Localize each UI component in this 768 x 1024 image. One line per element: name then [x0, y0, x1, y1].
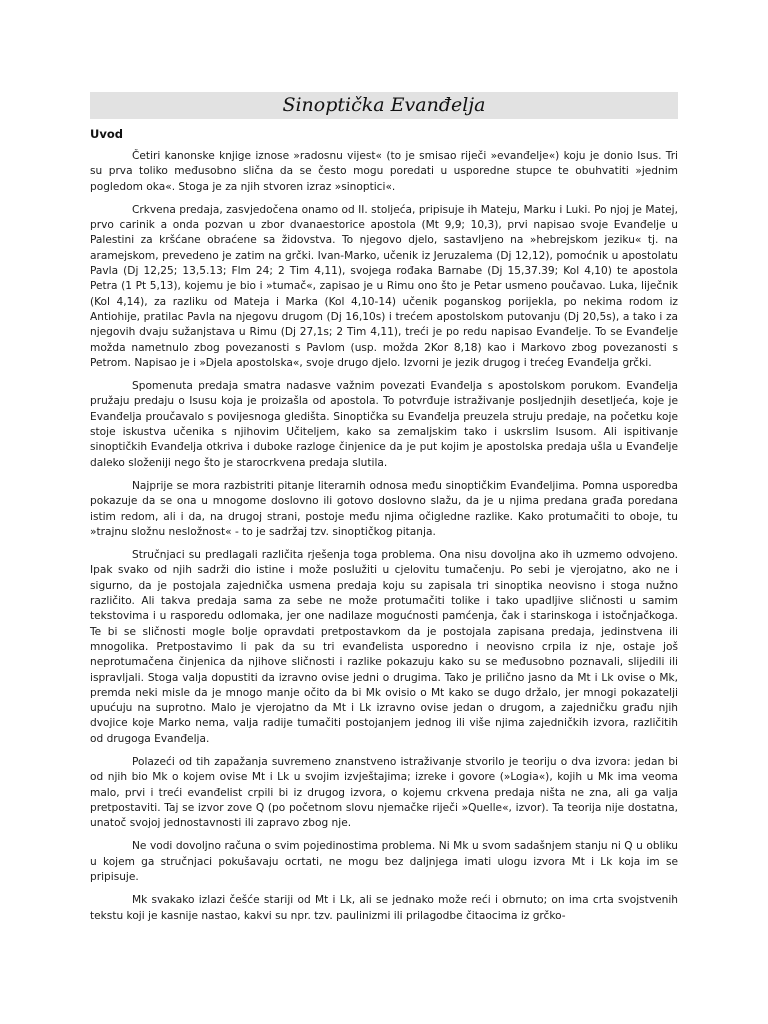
paragraph: Crkvena predaja, zasvjedočena onamo od II. stoljeća, pripisuje ih Mateju, Marku i Luki. Po njoj je Matej, prvo carinik a onda pozvan u zbor dvanaestorice apostola (Mt 9,9; 10,3), prvi napisao svoje Evanđelje u Palestini za kršćane obraćene sa židovstva. To njegovo djelo, sastavljeno na »hebrejskom jeziku« tj. na aramejskom, prevedeno je zatim na grčki. Ivan-Marko, učenik iz Jeruzalema (Dj 12,12), pomoćnik u apostolatu Pavla (Dj 12,25; 13,5.13; Flm 24; 2 Tim 4,11), svojega rođaka Barnabe (Dj 15,37.39; Kol 4,10) te apostola Petra (1 Pt 5,13), kojemu je bio i »tumač«, zapisao je u Rimu ono što je Petar usmeno poučavao. Luka, liječnik (Kol 4,14), za razliku od Mateja i Marka (Kol 4,10-14) učenik poganskog porijekla, po nekima rodom iz Antiohije, pratilac Pavla na njegovu drugom (Dj 16,10s) i trećem apostolskom putovanju (Dj 20,5s), a tako i za njegovih dvaju sužanjstava u Rimu (Dj 27,1s; 2 Tim 4,11), treći je po redu napisao Evanđelje. To se Evanđelje možda nametnulo zbog povezanosti s Pavlom (usp. možda 2Kor 8,18) kao i Markovo zbog povezanosti s Petrom. Napisao je i »Djela apostolska«, svoje drugo djelo. Izvorni je jezik drugog i trećeg Evanđelja grčki.: [90, 203, 678, 369]
section-heading: Uvod: [90, 127, 123, 141]
paragraph: Spomenuta predaja smatra nadasve važnim povezati Evanđelja s apostolskom porukom. Evanđelja pružaju predaju o Isusu koja je proizašla od apostola. To potvrđuje istraživanje posljednjih desetljeća, koje je Evanđelja proučavalo s povijesnoga gledišta. Sinoptička su Evanđelja preuzela struju predaje, na početku koje stoje iskustva učenika s njihovim Učiteljem, kako sa zemaljskim tako i uskrslim Isusom. Ali ispitivanje sinoptičkih Evanđelja otkriva i duboke razloge činjenice da je put kojim je apostolska predaja ušla u Evanđelje daleko složeniji nego što je starocrkvena predaja slutila.: [90, 380, 678, 469]
paragraph: Polazeći od tih zapažanja suvremeno znanstveno istraživanje stvorilo je teoriju o dva izvora: jedan bi od njih bio Mk o kojem ovise Mt i Lk u svojim izvještajima; izreke i govore (»Logia«), kojih u Mk ima veoma malo, prvi i treći evanđelist crpili bi iz drugog izvora, o kojemu crkvena predaja ništa ne zna, ali ga valja pretpostaviti. Taj se izvor zove Q (po početnom slovu njemačke riječi »Quelle«, izvor). Ta teorija nije dostatna, unatoč svojoj jednostavnosti ili zapravo zbog nje.: [90, 755, 678, 830]
title-band: [90, 92, 678, 119]
document-page: [90, 92, 678, 932]
paragraph: Ne vodi dovoljno računa o svim pojedinostima problema. Ni Mk u svom sadašnjem stanju ni Q u obliku u kojem ga stručnjaci pokušavaju ocrtati, ne mogu bez daljnjega imati ulogu izvora Mt i Lk koja im se pripisuje.: [90, 840, 678, 884]
paragraph: Najprije se mora razbistriti pitanje literarnih odnosa među sinoptičkim Evanđeljima. Pomna usporedba pokazuje da se ona u mnogome doslovno ili gotovo doslovno slažu, da je u njima predana građa poredana istim redom, ali i da, na drugoj strani, postoje među njima očigledne razlike. Kako protumačiti to oboje, tu »trajnu složnu nesložnost« - to je sadržaj tzv. sinoptičkog pitanja.: [90, 479, 678, 538]
paragraph: Mk svakako izlazi češće stariji od Mt i Lk, ali se jednako može reći i obrnuto; on ima crta svojstvenih tekstu koji je kasnije nastao, kakvi su npr. tzv. paulinizmi ili prilagodbe čitaocima iz grčko-: [90, 894, 678, 922]
document-title: Sinoptička Evanđelja: [282, 94, 486, 116]
paragraph: Četiri kanonske knjige iznose »radosnu vijest« (to je smisao riječi »evanđelje«) koju je donio Isus. Tri su prva toliko međusobno slična da se često mogu poredati u usporedne stupce te obuhvatiti »jednim pogledom oka«. Stoga je za njih stvoren izraz »sinoptici«.: [90, 150, 678, 193]
paragraph: Stručnjaci su predlagali različita rješenja toga problema. Ona nisu dovoljna ako ih uzmemo odvojeno. Ipak svako od njih sadrži dio istine i može poslužiti u cjelovitu tumačenju. Po sebi je vjerojatno, ako ne i sigurno, da je postojala zajednička usmena predaja koju su zapisala tri sinoptika neovisno i stoga nužno različito. Ali takva predaja sama za sebe ne može protumačiti tolike i tako upadljive sličnosti u samim tekstovima i u rasporedu odlomaka, jer one nadilaze mogućnosti pamćenja, čak i starinskoga i istočnjačkoga. Te bi se sličnosti mogle bolje opravdati pretpostavkom da je postojala zapisana predaja, jedinstvena ili mnogolika. Pretpostavimo li pak da su tri evanđelista usporedno i neovisno crpila iz nje, ostaje još neprotumačena činjenica da njihove sličnosti i razlike pokazuju kako su se međusobno poznavali, slijedili ili ispravljali. Stoga valja dopustiti da izravno ovise jedni o drugima. Tako je prilično jasno da Mt i Lk ovise o Mk, premda neki misle da je mnogo manje očito da bi Mk ovisio o Mt kako se dugo držalo, jer mnogi pokazatelji upućuju na suprotno. Malo je vjerojatno da Mt i Lk izravno ovise jedan o drugom, a zajedničku građu njih dvojice koje Marko nema, valja radije tumačiti postojanjem jednog ili više njima zajedničkih izvora, različitih od drugoga Evanđelja.: [90, 549, 678, 745]
